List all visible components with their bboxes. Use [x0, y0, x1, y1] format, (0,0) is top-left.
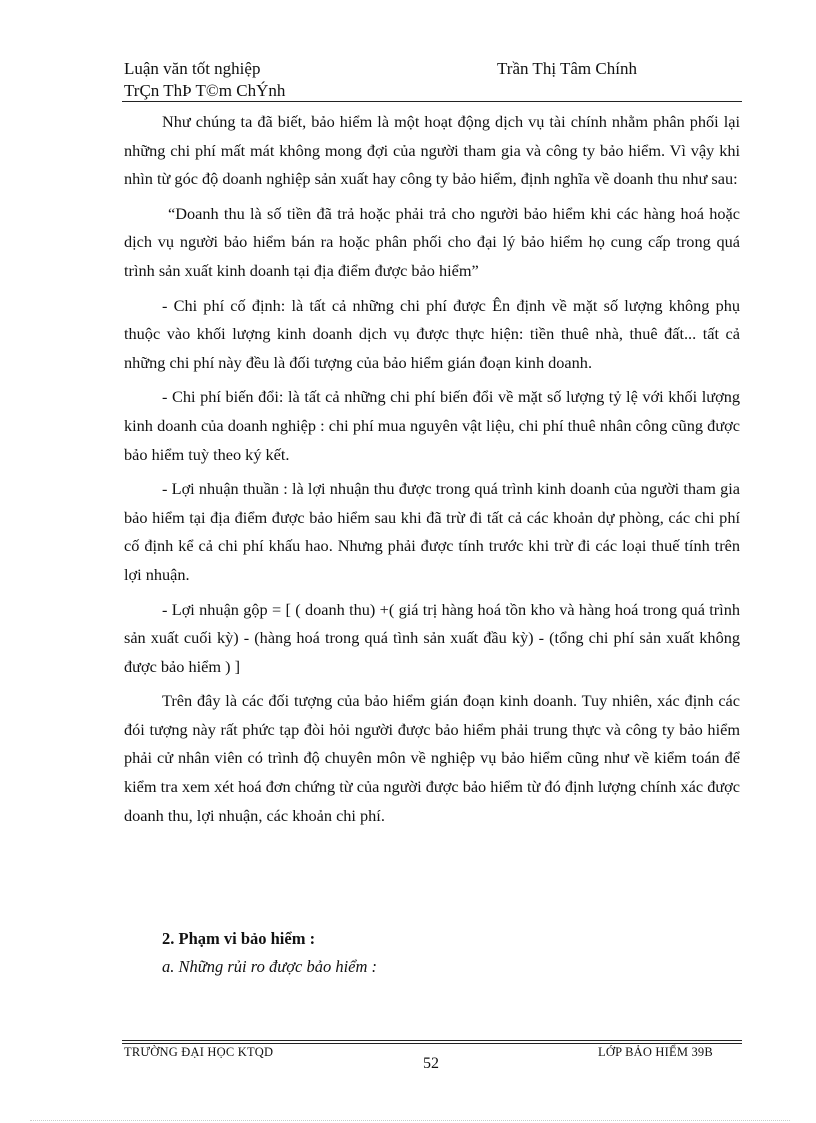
header-author-garbled: TrÇn ThÞ T©m ChÝnh	[124, 81, 286, 100]
main-body	[124, 108, 740, 836]
paragraph-intro: Như chúng ta đã biết, bảo hiểm là một hoạt động dịch vụ tài chính nhằm phân phối lại những chi phí mất mát không mong đợi của người tham gia và công ty bảo hiểm. Vì vậy khi nhìn từ góc độ doanh nghiệp sản xuất hay công ty bảo hiểm, định nghĩa về doanh thu như sau:	[124, 112, 740, 189]
page-bottom-dotted-line	[30, 1120, 790, 1121]
footer-divider-bottom	[122, 1043, 742, 1044]
paragraph-variable-cost: - Chi phí biến đổi: là tất cả những chi phí biến đổi về mặt số lượng tỷ lệ với khối lượng kinh doanh của doanh nghiệp : chi phí mua nguyên vật liệu, chi phí thuê nhân công cũng được bảo hiểm tuỳ theo ký kết.	[124, 387, 740, 464]
header-thesis-label: Luận văn tốt nghiệp	[124, 59, 261, 78]
paragraph-net-profit: - Lợi nhuận thuần : là lợi nhuận thu được trong quá trình kinh doanh của người tham gia bảo hiểm tại địa điểm được bảo hiểm sau khi đã trừ đi tất cả các khoản dự phòng, các chi phí cố định kể cả chi phí khấu hao. Nhưng phải được tính trước khi trừ đi các loại thuế tính trên lợi nhuận.	[124, 479, 740, 584]
section-heading: 2. Phạm vi bảo hiểm :	[162, 929, 316, 948]
page-number: 52	[423, 1055, 439, 1072]
header-divider	[122, 101, 742, 102]
footer-class: LỚP BẢO HIỂM 39B	[598, 1045, 713, 1059]
paragraph-definition-quote: “Doanh thu là số tiền đã trả hoặc phải trả cho người bảo hiểm khi các hàng hoá hoặc dịch vụ người bảo hiểm bán ra hoặc phân phối cho đại lý bảo hiểm họ cung cấp trong quá trình sản xuất kinh doanh tại địa điểm được bảo hiểm”	[124, 203, 740, 280]
header-author-name: Trần Thị Tâm Chính	[497, 59, 637, 78]
footer-divider-top	[122, 1040, 742, 1041]
footer-university: TRƯỜNG ĐẠI HỌC KTQD	[124, 1045, 274, 1059]
paragraph-fixed-cost: - Chi phí cố định: là tất cả những chi phí được Ên định về mặt số lượng không phụ thuộc vào khối lượng kinh doanh dịch vụ được thực hiện: tiền thuê nhà, thuê đất... tất cả những chi phí này đều là đối tượng của bảo hiểm gián đoạn kinh doanh.	[124, 295, 740, 372]
paragraph-conclusion: Trên đây là các đối tượng của bảo hiểm gián đoạn kinh doanh. Tuy nhiên, xác định các đói tượng này rất phức tạp đòi hỏi người được bảo hiểm phải trung thực và công ty bảo hiểm phải cử nhân viên có trình độ chuyên môn về nghiệp vụ bảo hiểm cũng như về kiểm toán để kiểm tra xem xét hoá đơn chứng từ của người được bảo hiểm từ đó định lượng chính xác được doanh thu, lợi nhuận, các khoản chi phí.	[124, 691, 740, 825]
section-subheading: a. Những rủi ro được bảo hiểm :	[162, 957, 378, 976]
paragraph-gross-profit: - Lợi nhuận gộp = [ ( doanh thu) +( giá trị hàng hoá tồn kho và hàng hoá trong quá trình sản xuất cuối kỳ) - (hàng hoá trong quá tình sản xuất đầu kỳ) - (tổng chi phí sản xuất không được bảo hiểm ) ]	[124, 599, 740, 676]
